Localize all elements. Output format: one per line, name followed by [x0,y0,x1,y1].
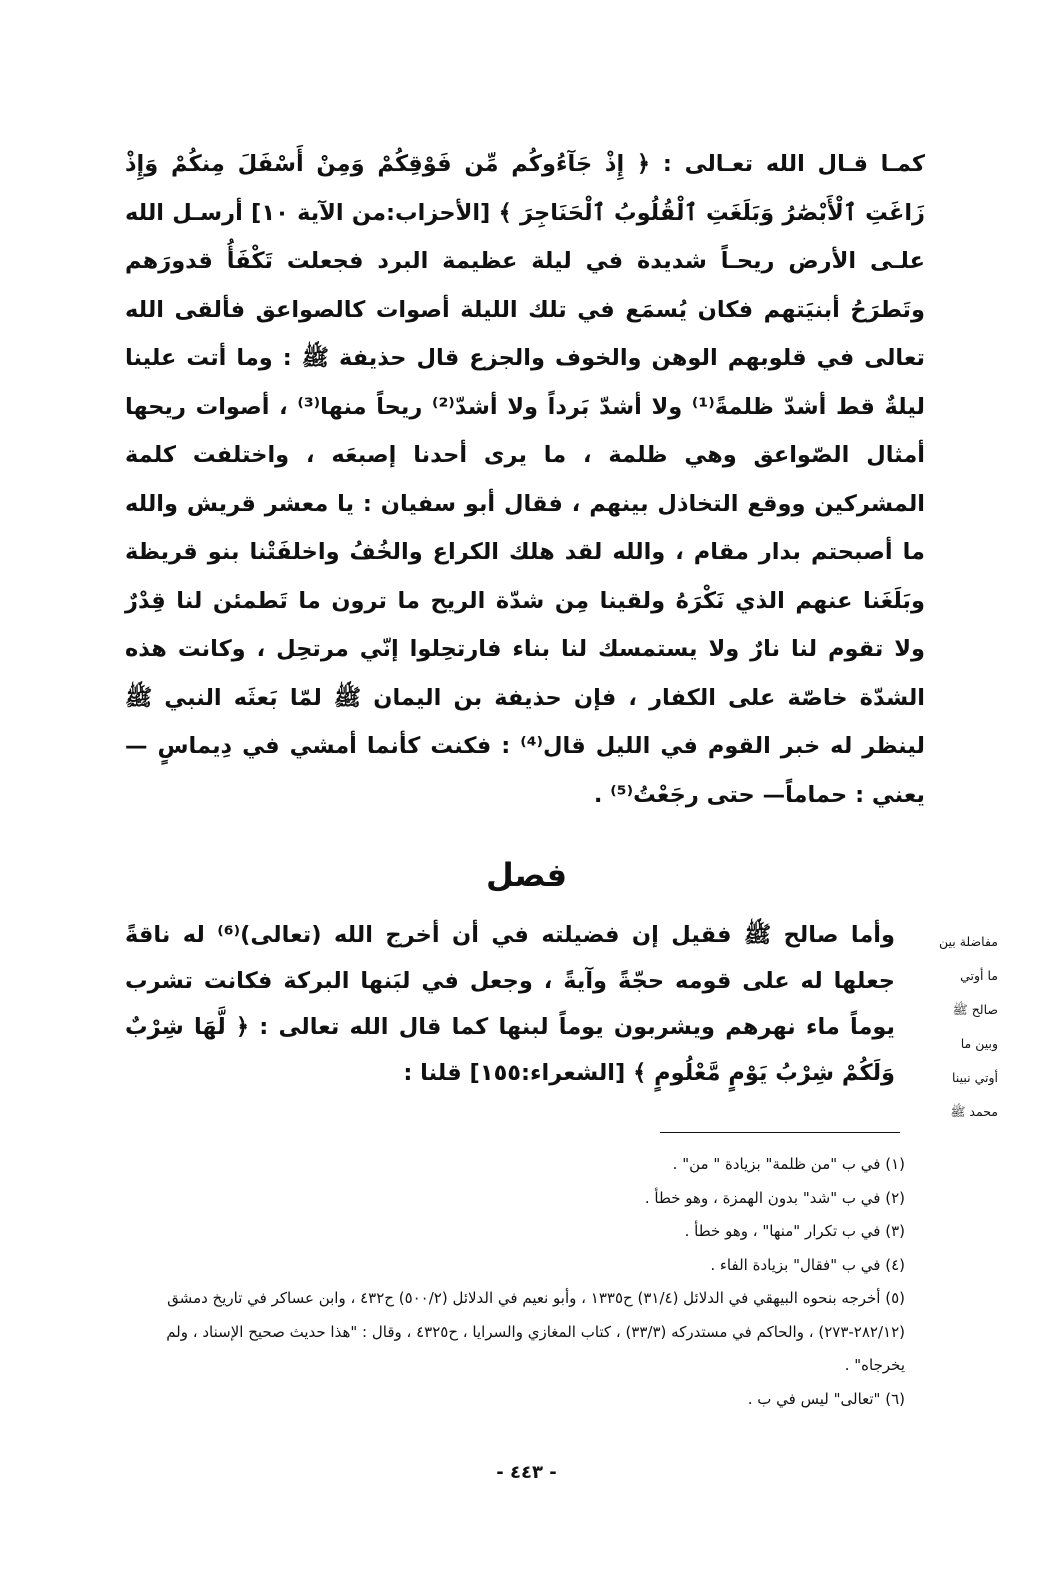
margin-note-line: محمد ﷺ [950,1104,998,1119]
margin-note-line: وبين ما [960,1036,998,1051]
footnote-item: (٣) في ب تكرار "منها" ، وهو خطأ . [684,1222,905,1240]
margin-note-line: مفاضلة بين [938,934,998,949]
main-paragraph: كمـا قـال الله تعـالى : ﴿ إِذْ جَآءُوكُم مِّن فَوْقِكُمْ وَمِنْ أَسْفَلَ مِنكُمْ وَإِذْ زَاغَتِ ٱلْأَبْصَٰرُ وَبَلَغَتِ ٱلْقُلُوبُ ٱلْحَنَاجِرَ ﴾ [الأحزاب:من الآية ١٠] أرسـل الله علـى الأرض ريحـاً شديدة في ليلة عظيمة البرد فجعلت تَكْفَأُ قدورَهم وتَطرَحُ أبنيَتهم فكان يُسمَع في تلك الليلة أصوات كالصواعق فألقى الله تعالى في قلوبهم الوهن والخوف والجزع قال حذيفة ﷺ : وما أتت علينا ليلةٌ قط أشدّ ظلمةً⁽¹⁾ ولا أشدّ بَرداً ولا أشدّ⁽²⁾ ريحاً منها⁽³⁾ ، أصوات ريحها أمثال الصّواعق وهي ظلمة ، ما يرى أحدنا إصبعَه ، واختلفت كلمة المشركين ووقع التخاذل بينهم ، فقال أبو سفيان : يا معشر قريش والله ما أصبحتم بدار مقام ، والله لقد هلك الكراع والخُفُ واخلفَتْنا بنو قريظة وبَلَغَنا عنهم الذي نَكْرَهُ ولقينا مِن شدّة الريح ما ترون ما تَطمئن لنا قِدْرٌ ولا تقوم لنا نارٌ ولا يستمسك لنا بناء فارتحِلوا إنّي مرتحِل ، وكانت هذه الشدّة خاصّة على الكفار ، فإن حذيفة بن اليمان ﷺ لمّا بَعثَه النبي ﷺ لينظر له خبر القوم في الليل قال⁽⁴⁾ : فكنت كأنما أمشي في دِيماسٍ —يعني : حماماً— حتى رجَعْتُ⁽⁵⁾ . [125,151,926,808]
footnote-divider [660,1132,900,1133]
footnote-item: (٢) في ب "شد" بدون الهمزة ، وهو خطأ . [644,1188,905,1207]
footnotes-list [135,1148,905,1416]
margin-note [918,925,998,1129]
footnote-item: (٤) في ب "فقال" بزيادة الفاء . [710,1255,905,1274]
footnote-item: (١) في ب "من ظلمة" بزيادة " من" . [672,1155,905,1173]
margin-note-line: أوتي نبينا [952,1070,998,1085]
footnote-item: (٥) أخرجه بنحوه البيهقي في الدلائل (٣١/٤) ح١٣٣٥ ، وأبو نعيم في الدلائل (٥٠٠/٢) ح٤٣٢ ، وابن عساكر في تاريخ دمشق (٢٨٢/١٢-٢٧٣) ، والحاكم في مستدركه (٣٣/٣) ، كتاب المغازي والسرايا ، ح٤٣٢٥ ، وقال : "هذا حديث صحيح الإسناد ، ولم يخرجاه" . [166,1289,905,1374]
section-paragraph: وأما صالح ﷺ فقيل إن فضيلته في أن أخرج الله (تعالى)⁽⁶⁾ له ناقةً جعلها له على قومه حجّةً وآيةً ، وجعل في لبَنها البركة فكانت تشرب يوماً ماء نهرهم ويشربون يوماً لبنها كما قال الله تعالى : ﴿ لَّهَا شِرْبٌ وَلَكُمْ شِرْبُ يَوْمٍ مَّعْلُومٍ ﴾ [الشعراء:١٥٥] قلنا : [125,922,895,1086]
section-heading: فصل [485,856,568,894]
page-number: - ٤٤٣ - [496,1462,557,1483]
footnote-item: (٦) "تعالى" ليس في ب . [747,1389,905,1408]
margin-note-line: ما أوتي [960,968,998,983]
margin-note-line: صالح ﷺ [952,1002,998,1017]
